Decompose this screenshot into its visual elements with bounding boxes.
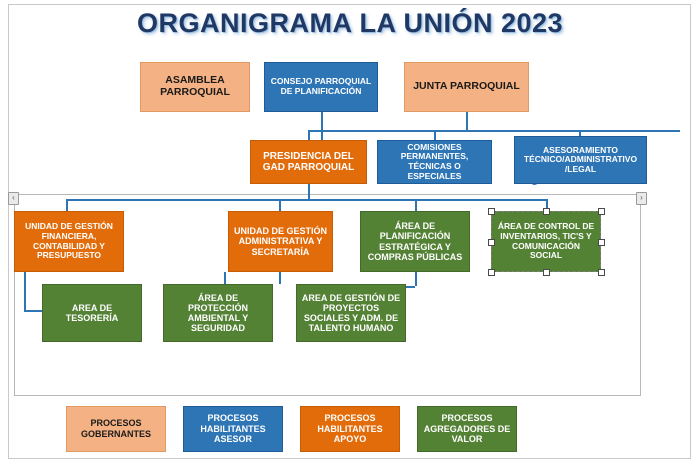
page-title: ORGANIGRAMA LA UNIÓN 2023 [136, 8, 564, 38]
node-area-proteccion-ambiental[interactable]: ÁREA DE PROTECCIÓN AMBIENTAL Y SEGURIDAD [163, 284, 273, 342]
legend-procesos-habilitantes-apoyo[interactable]: PROCESOS HABILITANTES APOYO [300, 406, 400, 452]
node-unidad-gestion-financiera[interactable]: UNIDAD DE GESTIÓN FINANCIERA, CONTABILIDAD Y PRESUPUESTO [14, 211, 124, 272]
connector-to-comisiones [434, 130, 436, 140]
connector-planificacion-down [415, 272, 417, 286]
scroll-left-handle[interactable]: ‹ [8, 192, 19, 205]
selection-handle-tr[interactable] [598, 208, 605, 215]
connector-consejo-presidencia [321, 112, 323, 140]
connector-to-area-planificacion [415, 199, 417, 211]
node-area-control-inventarios[interactable]: ÁREA DE CONTROL DE INVENTARIOS, TIC'S Y COMUNICACIÓN SOCIAL [491, 211, 601, 272]
node-unidad-gestion-administrativa[interactable]: UNIDAD DE GESTIÓN ADMINISTRATIVA Y SECRETARÍA [228, 211, 333, 272]
node-asamblea-parroquial[interactable]: ASAMBLEA PARROQUIAL [140, 62, 250, 112]
node-consejo-parroquial-planificacion[interactable]: CONSEJO PARROQUIAL DE PLANIFICACIÓN [264, 62, 378, 112]
node-area-tesoreria[interactable]: AREA DE TESORERÍA [42, 284, 142, 342]
selection-handle-bl[interactable] [488, 269, 495, 276]
selection-handle-tc[interactable] [543, 208, 550, 215]
selection-handle-tl[interactable] [488, 208, 495, 215]
selection-handle-br[interactable] [598, 269, 605, 276]
connector-to-unidad-financiera [66, 199, 68, 211]
node-presidencia-gad[interactable]: PRESIDENCIA DEL GAD PARROQUIAL [250, 140, 367, 184]
legend-procesos-habilitantes-asesor[interactable]: PROCESOS HABILITANTES ASESOR [183, 406, 283, 452]
connector-administrativa-proyectos [279, 272, 281, 284]
connector-to-unidad-administrativa [279, 199, 281, 211]
node-asesoramiento-tecnico[interactable]: ASESORAMIENTO TÉCNICO/ADMINISTRATIVO /LEGAL [514, 136, 647, 184]
connector-level2-bus [308, 130, 680, 132]
node-area-planificacion-estrategica[interactable]: ÁREA DE PLANIFICACIÓN ESTRATÉGICA Y COMPRAS PÚBLICAS [360, 211, 470, 272]
connector-financiera-elbow-v [24, 272, 26, 310]
scroll-right-handle[interactable]: › [636, 192, 647, 205]
connector-financiera-elbow-h [24, 310, 42, 312]
connector-to-presidencia [308, 130, 310, 140]
selection-handle-ml[interactable] [488, 239, 495, 246]
selection-handle-bc[interactable] [543, 269, 550, 276]
connector-junta-down [466, 112, 468, 130]
node-comisiones[interactable]: COMISIONES PERMANENTES, TÉCNICAS O ESPECIALES [377, 140, 492, 184]
connector-level3-bus [66, 199, 546, 201]
node-junta-parroquial[interactable]: JUNTA PARROQUIAL [404, 62, 529, 112]
selection-handle-mr[interactable] [598, 239, 605, 246]
node-area-gestion-proyectos[interactable]: AREA DE GESTIÓN DE PROYECTOS SOCIALES Y ADM. DE TALENTO HUMANO [296, 284, 406, 342]
legend-procesos-agregadores-valor[interactable]: PROCESOS AGREGADORES DE VALOR [417, 406, 517, 452]
legend-procesos-gobernantes[interactable]: PROCESOS GOBERNANTES [66, 406, 166, 452]
connector-presidencia-down [308, 183, 310, 199]
